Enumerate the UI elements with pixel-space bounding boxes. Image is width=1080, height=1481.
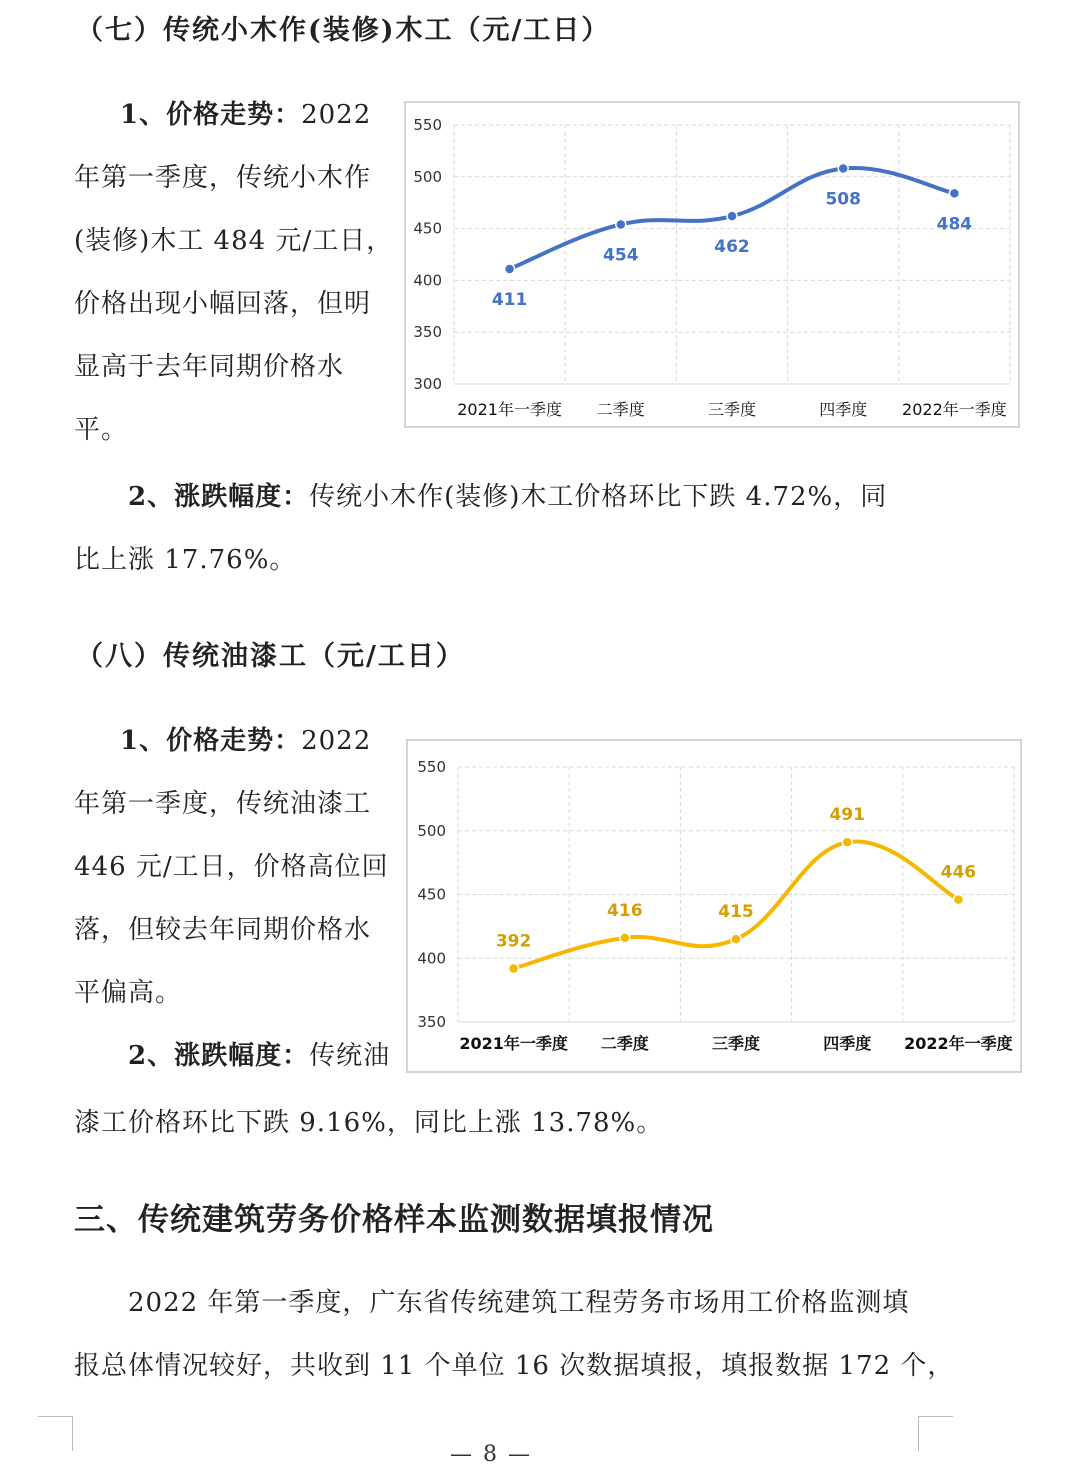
data-label: 446 — [940, 862, 977, 883]
x-category-label: 2021年一季度 — [457, 400, 562, 419]
section7-change-line2: 比上涨 17.76%。 — [74, 545, 297, 575]
section8-trend-line1: 年第一季度，传统油漆工 — [74, 789, 372, 819]
x-category-label: 三季度 — [711, 1034, 761, 1053]
y-tick-label: 550 — [413, 116, 442, 134]
data-point — [620, 933, 630, 943]
x-category-label: 三季度 — [707, 400, 757, 419]
section7-trend-line5: 平。 — [74, 415, 129, 445]
data-label: 508 — [825, 189, 861, 210]
x-category-label: 四季度 — [819, 400, 868, 419]
data-point — [953, 895, 963, 905]
carpentry-price-chart-svg — [406, 103, 1018, 426]
data-point — [731, 934, 741, 944]
data-point — [838, 164, 848, 174]
data-label: 416 — [607, 900, 643, 921]
data-label: 392 — [495, 931, 532, 952]
section7-trend-line2: (装修)木工 484 元/工日， — [74, 226, 394, 256]
data-label: 415 — [718, 902, 754, 923]
data-label: 491 — [829, 805, 865, 826]
page-corner-mark-left — [38, 1416, 73, 1451]
section7-trend-line1: 年第一季度，传统小木作 — [74, 163, 372, 193]
x-category-label: 二季度 — [596, 400, 645, 419]
section7-trend-line3: 价格出现小幅回落，但明 — [74, 289, 372, 319]
section8-change-line1: 传统油 — [309, 1041, 391, 1071]
data-label: 484 — [936, 214, 973, 235]
section3-line2: 报总体情况较好，共收到 11 个单位 16 次数据填报，填报数据 172 个， — [74, 1351, 955, 1381]
y-tick-label: 300 — [413, 375, 442, 393]
section7-heading: （七）传统小木作(装修)木工（元/工日） — [76, 15, 611, 46]
x-category-label: 二季度 — [600, 1034, 649, 1053]
y-tick-label: 500 — [417, 821, 446, 840]
x-category-label: 2021年一季度 — [459, 1034, 568, 1053]
section7-trend-label: 1、价格走势： — [120, 100, 302, 130]
data-point — [509, 963, 519, 973]
data-label: 462 — [714, 237, 750, 258]
section8-trend-label: 1、价格走势： — [120, 726, 302, 756]
data-point — [505, 264, 515, 274]
section7-trend-line0: 2022 — [301, 100, 372, 130]
x-category-label: 2022年一季度 — [904, 1034, 1013, 1053]
y-tick-label: 450 — [413, 219, 442, 238]
section8-trend-paragraph — [74, 710, 394, 1088]
y-tick-label: 550 — [417, 758, 446, 776]
section7-change-label: 2、涨跌幅度： — [128, 482, 310, 512]
section8-heading: （八）传统油漆工（元/工日） — [76, 641, 465, 672]
painter-price-chart — [406, 739, 1022, 1073]
x-category-label: 2022年一季度 — [902, 400, 1007, 419]
y-tick-label: 500 — [413, 167, 442, 186]
data-point — [616, 219, 626, 229]
y-tick-label: 400 — [417, 949, 446, 968]
section8-trend-line0: 2022 — [301, 726, 372, 756]
y-tick-label: 400 — [413, 271, 442, 290]
section7-change-line1: 传统小木作(装修)木工价格环比下跌 4.72%，同 — [309, 482, 888, 512]
carpentry-price-chart — [404, 101, 1020, 428]
data-point — [842, 837, 852, 847]
data-label: 411 — [491, 290, 528, 311]
data-point — [949, 188, 959, 198]
y-tick-label: 450 — [417, 885, 446, 904]
section8-trend-line2: 446 元/工日，价格高位回 — [74, 852, 389, 882]
y-tick-label: 350 — [417, 1013, 446, 1031]
x-category-label: 四季度 — [823, 1034, 872, 1053]
section3-line1: 2022 年第一季度，广东省传统建筑工程劳务市场用工价格监测填 — [128, 1288, 910, 1318]
painter-price-chart-svg — [408, 741, 1020, 1071]
section3-heading: 三、传统建筑劳务价格样本监测数据填报情况 — [74, 1202, 714, 1238]
y-tick-label: 350 — [413, 323, 442, 342]
section8-change-line2: 漆工价格环比下跌 9.16%，同比上涨 13.78%。 — [74, 1108, 664, 1138]
section3-paragraph — [74, 1272, 1034, 1398]
section7-trend-line4: 显高于去年同期价格水 — [74, 352, 345, 382]
section8-trend-line4: 平偏高。 — [74, 978, 183, 1008]
section8-change-label: 2、涨跌幅度： — [128, 1041, 310, 1071]
page-number: — 8 — — [450, 1442, 532, 1467]
section7-change-paragraph — [74, 466, 974, 592]
data-label: 454 — [603, 245, 639, 266]
data-point — [727, 211, 737, 221]
section7-trend-paragraph — [74, 84, 394, 462]
page-corner-mark-right — [918, 1416, 953, 1451]
section8-trend-line3: 落，但较去年同期价格水 — [74, 915, 372, 945]
